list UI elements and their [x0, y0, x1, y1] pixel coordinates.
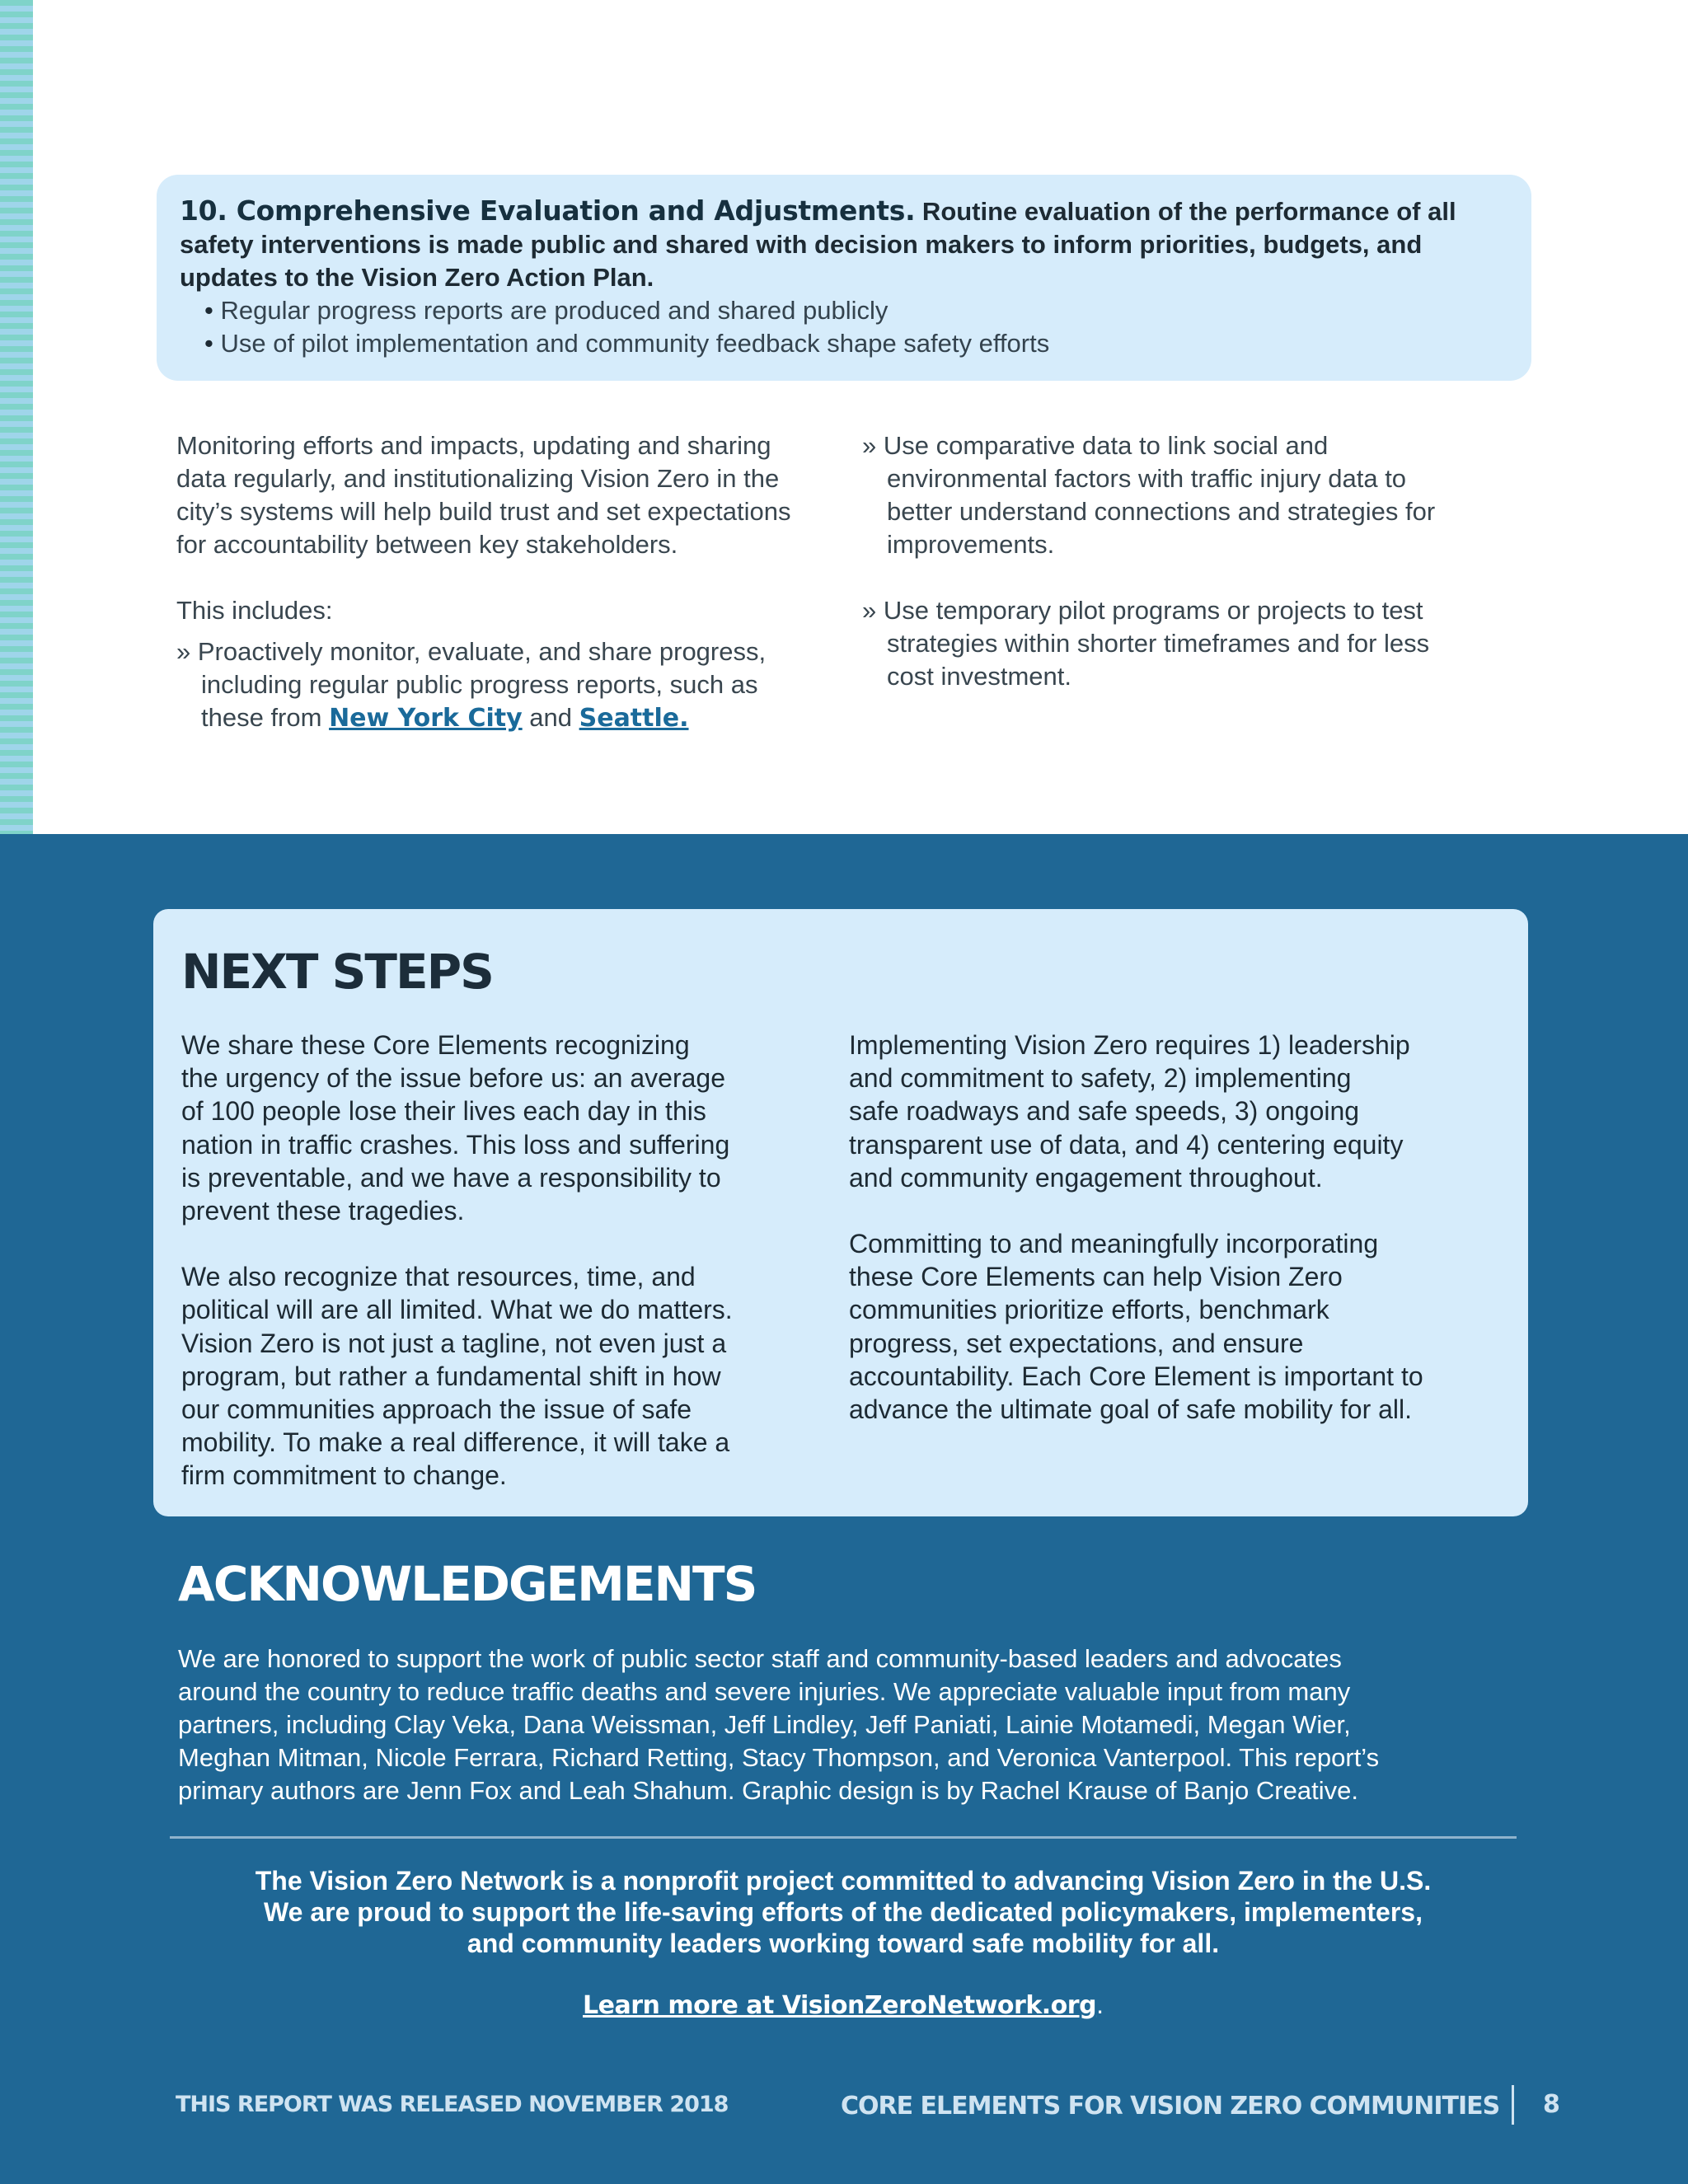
- core-element-10-heading: 10. Comprehensive Evaluation and Adjustments.: [180, 194, 916, 227]
- list-item: • Regular progress reports are produced and shared publicly: [204, 294, 1508, 327]
- core-element-10-bullets: [204, 294, 1508, 360]
- next-steps-paragraph: [849, 1227, 1475, 1426]
- text-line: Implementing Vision Zero requires 1) leadership: [849, 1030, 1410, 1060]
- text-line: better understand connections and strategies for: [887, 497, 1436, 526]
- next-steps-paragraph: [181, 1029, 808, 1227]
- core-element-10-lead-3: updates to the Vision Zero Action Plan.: [180, 263, 654, 292]
- text-line: partners, including Clay Veka, Dana Weissman, Jeff Lindley, Jeff Paniati, Lainie Motamedi, Megan Wier,: [178, 1710, 1351, 1739]
- text-line: mobility. To make a real difference, it will take a: [181, 1427, 730, 1458]
- text-line: and community leaders working toward safe mobility for all.: [467, 1929, 1220, 1958]
- text-line: data regularly, and institutionalizing Vision Zero in the: [176, 464, 780, 493]
- mission-statement: [170, 1865, 1517, 1959]
- core-element-10-box: [157, 175, 1531, 381]
- next-steps-box: [153, 909, 1528, 1516]
- text-line: We share these Core Elements recognizing: [181, 1030, 690, 1060]
- text-line: the urgency of the issue before us: an average: [181, 1063, 725, 1094]
- text-fragment: and: [522, 703, 579, 732]
- next-steps-right-column: [849, 1029, 1475, 1459]
- decorative-stripe-border: [0, 0, 33, 834]
- text-line: » Use temporary pilot programs or projects to test: [862, 596, 1423, 625]
- text-line: Meghan Mitman, Nicole Ferrara, Richard Retting, Stacy Thompson, and Veronica Vanterpool. This report’s: [178, 1743, 1380, 1772]
- acknowledgements-title: ACKNOWLEDGEMENTS: [178, 1556, 757, 1612]
- text-fragment: .: [1096, 1990, 1104, 2019]
- text-line: and commitment to safety, 2) implementing: [849, 1063, 1352, 1094]
- text-line: political will are all limited. What we do matters.: [181, 1295, 733, 1325]
- list-item: • Use of pilot implementation and community feedback shape safety efforts: [204, 327, 1508, 360]
- footer-report-title: CORE ELEMENTS FOR VISION ZERO COMMUNITIES: [841, 2092, 1500, 2121]
- text-line: program, but rather a fundamental shift in how: [181, 1361, 721, 1391]
- learn-more: [170, 1990, 1517, 2020]
- next-steps-paragraph: [181, 1260, 808, 1492]
- text-line: safe roadways and safe speeds, 3) ongoing: [849, 1096, 1360, 1127]
- text-line: these Core Elements can help Vision Zero: [849, 1262, 1343, 1292]
- text-line: [176, 701, 836, 735]
- text-line: around the country to reduce traffic deaths and severe injuries. We appreciate valuable input from many: [178, 1677, 1351, 1706]
- text-line: of 100 people lose their lives each day in this: [181, 1096, 706, 1127]
- next-steps-left-column: [181, 1029, 808, 1526]
- text-line: is preventable, and we have a responsibility to: [181, 1162, 721, 1193]
- core-element-10-lead-1: Routine evaluation of the performance of all: [915, 197, 1456, 226]
- footer-divider: [1512, 2085, 1514, 2125]
- text-line: and community engagement throughout.: [849, 1162, 1323, 1193]
- comparative-data-bullet: [862, 429, 1530, 561]
- text-line: our communities approach the issue of safe: [181, 1394, 692, 1425]
- acknowledgements-text: [178, 1643, 1464, 1807]
- text-line: » Use comparative data to link social and: [862, 431, 1329, 460]
- monitoring-paragraph: [176, 429, 836, 561]
- pilot-programs-bullet: [862, 594, 1530, 693]
- next-steps-title: NEXT STEPS: [181, 944, 493, 1000]
- text-line: » Proactively monitor, evaluate, and share progress,: [176, 637, 767, 666]
- footer-release-date: THIS REPORT WAS RELEASED NOVEMBER 2018: [176, 2092, 729, 2117]
- text-line: environmental factors with traffic injury data to: [887, 464, 1407, 493]
- core-element-10-intro: [180, 194, 1508, 228]
- text-line: primary authors are Jenn Fox and Leah Shahum. Graphic design is by Rachel Krause of Banjo Creative.: [178, 1776, 1358, 1805]
- text-line: strategies within shorter timeframes and for less: [887, 629, 1430, 658]
- core-element-10-lead-2: safety interventions is made public and shared with decision makers to inform priorities, budgets, and: [180, 230, 1423, 259]
- next-steps-paragraph: [849, 1029, 1475, 1194]
- text-line: accountability. Each Core Element is important to: [849, 1361, 1423, 1391]
- text-line: Monitoring efforts and impacts, updating and sharing: [176, 431, 771, 460]
- text-fragment: these from: [201, 703, 330, 732]
- text-line: nation in traffic crashes. This loss and suffering: [181, 1129, 730, 1160]
- text-line: The Vision Zero Network is a nonprofit project committed to advancing Vision Zero in the U.S.: [255, 1866, 1432, 1896]
- text-line: Vision Zero is not just a tagline, not even just a: [181, 1328, 727, 1358]
- text-line: communities prioritize efforts, benchmark: [849, 1295, 1329, 1325]
- left-text-column: [176, 429, 836, 735]
- text-line: firm commitment to change.: [181, 1460, 507, 1491]
- new-york-city-link[interactable]: New York City: [329, 704, 523, 733]
- learn-more-link[interactable]: Learn more at VisionZeroNetwork.org: [583, 1991, 1097, 2020]
- text-line: We also recognize that resources, time, and: [181, 1262, 696, 1292]
- section-divider: [170, 1836, 1517, 1839]
- text-line: advance the ultimate goal of safe mobility for all.: [849, 1394, 1413, 1425]
- text-line: We are honored to support the work of public sector staff and community-based leaders and advocates: [178, 1644, 1342, 1673]
- text-line: We are proud to support the life-saving efforts of the dedicated policymakers, implementers,: [264, 1897, 1423, 1927]
- text-line: transparent use of data, and 4) centering equity: [849, 1129, 1404, 1160]
- page-number: 8: [1543, 2090, 1560, 2119]
- right-text-column: [862, 429, 1530, 726]
- seattle-link[interactable]: Seattle.: [579, 704, 689, 733]
- progress-bullet: [176, 635, 836, 735]
- text-line: prevent these tragedies.: [181, 1196, 465, 1226]
- includes-label: This includes:: [176, 596, 333, 625]
- text-line: improvements.: [887, 530, 1055, 559]
- text-line: including regular public progress reports, such as: [201, 670, 758, 699]
- text-line: cost investment.: [887, 662, 1071, 691]
- text-line: for accountability between key stakeholders.: [176, 530, 678, 559]
- text-line: city’s systems will help build trust and set expectations: [176, 497, 791, 526]
- text-line: Committing to and meaningfully incorporating: [849, 1229, 1379, 1259]
- text-line: progress, set expectations, and ensure: [849, 1328, 1304, 1358]
